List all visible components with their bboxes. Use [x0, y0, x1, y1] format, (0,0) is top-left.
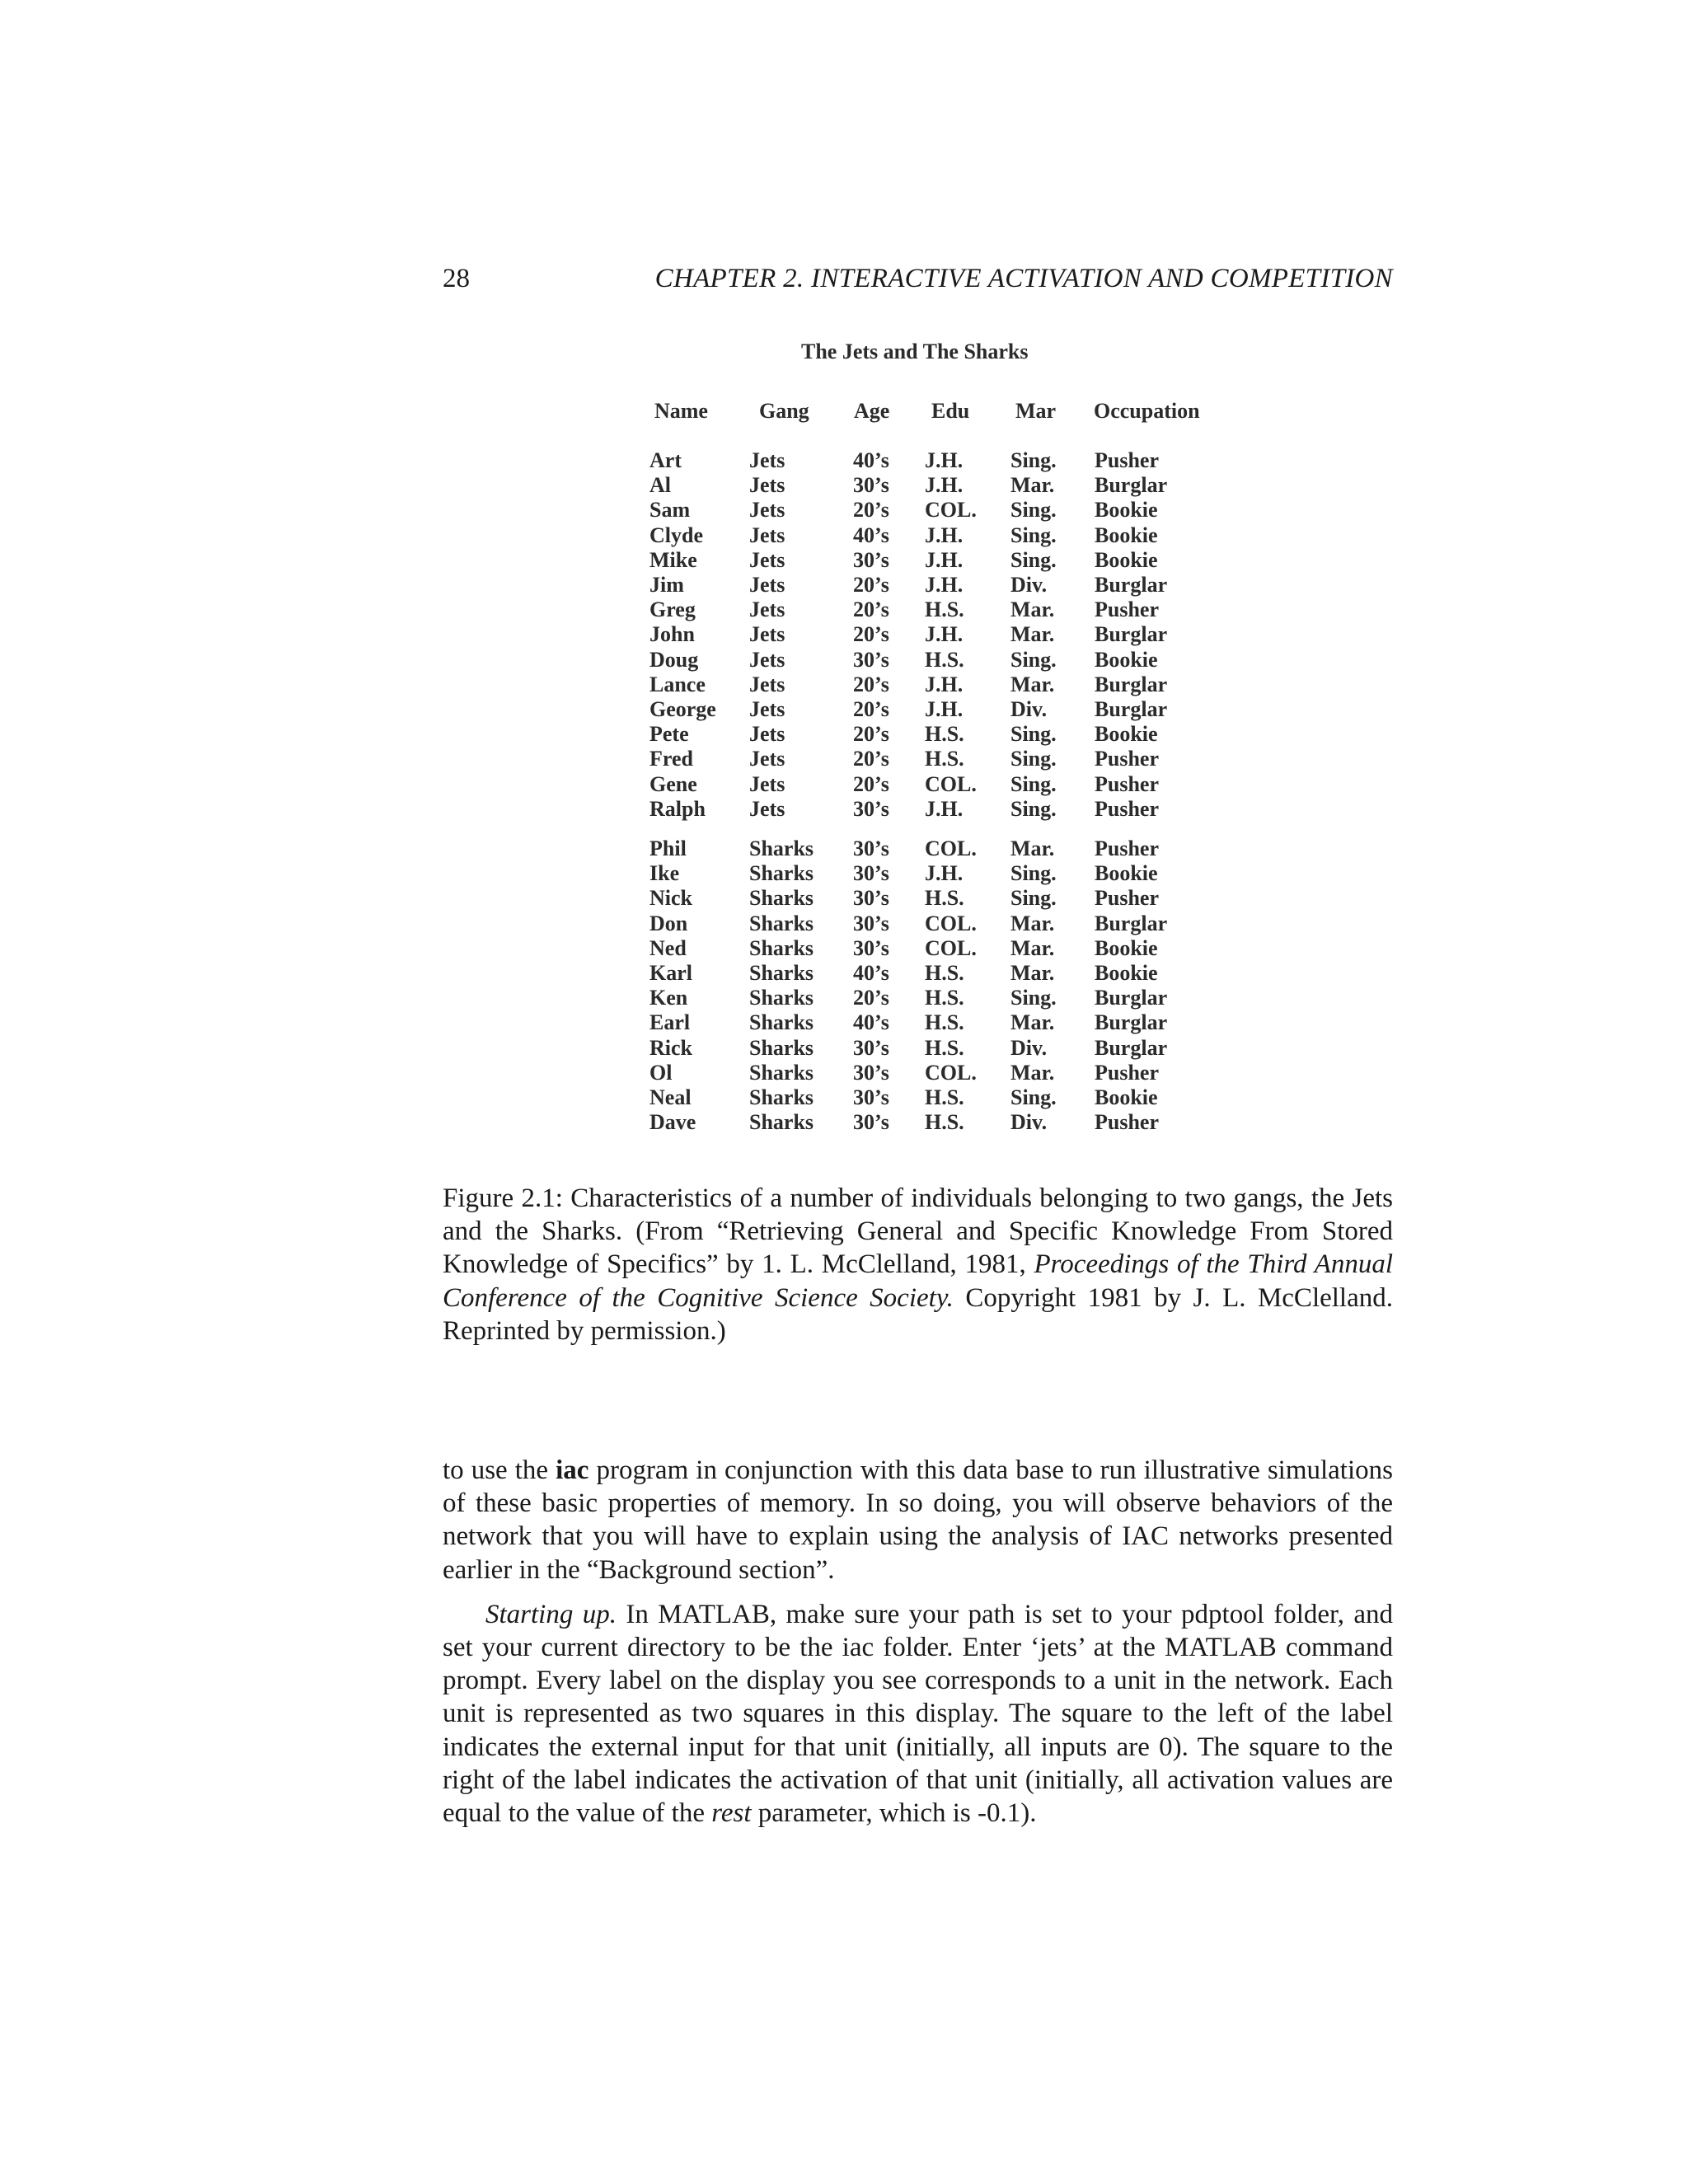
cell-gang: Jets: [749, 498, 785, 523]
cell-occupation: Pusher: [1095, 598, 1159, 622]
cell-age: 20’s: [853, 672, 889, 696]
page-header: [443, 264, 1393, 300]
table-row: [643, 1010, 1220, 1035]
rest-parameter: rest: [711, 1798, 752, 1829]
cell-gang: Jets: [749, 598, 785, 622]
cell-age: 30’s: [853, 935, 889, 960]
cell-edu: COL.: [925, 1060, 977, 1085]
cell-name: Phil: [649, 837, 687, 860]
cell-age: 30’s: [853, 1085, 889, 1109]
cell-edu: COL.: [925, 498, 977, 523]
cell-age: 20’s: [853, 771, 889, 796]
cell-name: Ken: [649, 986, 688, 1010]
cell-age: 30’s: [853, 547, 889, 572]
cell-age: 20’s: [853, 622, 889, 647]
cell-mar: Mar.: [1010, 837, 1055, 860]
cell-age: 40’s: [853, 523, 889, 547]
cell-occupation: Pusher: [1095, 1110, 1159, 1135]
cell-age: 20’s: [853, 498, 889, 523]
cell-edu: H.S.: [925, 647, 964, 672]
cell-mar: Sing.: [1010, 523, 1057, 547]
cell-occupation: Pusher: [1095, 747, 1159, 771]
cell-mar: Sing.: [1010, 861, 1057, 886]
paragraph-text: parameter, which is -0.1).: [751, 1798, 1037, 1829]
cell-mar: Sing.: [1010, 771, 1057, 796]
cell-mar: Mar.: [1010, 622, 1055, 647]
cell-name: Greg: [649, 598, 696, 622]
cell-age: 20’s: [853, 747, 889, 771]
cell-edu: J.H.: [925, 672, 964, 696]
cell-name: Neal: [649, 1085, 692, 1109]
cell-name: Pete: [649, 722, 689, 747]
cell-name: Jim: [649, 573, 684, 597]
cell-occupation: Burglar: [1095, 697, 1168, 721]
cell-age: 20’s: [853, 722, 889, 747]
table-row: [643, 498, 1220, 523]
cell-mar: Sing.: [1010, 1085, 1057, 1109]
cell-gang: Sharks: [749, 861, 814, 886]
cell-mar: Sing.: [1010, 547, 1057, 572]
cell-occupation: Pusher: [1095, 448, 1159, 472]
cell-edu: H.S.: [925, 961, 964, 985]
table-row: [643, 473, 1220, 498]
cell-edu: J.H.: [925, 448, 964, 472]
cell-gang: Sharks: [749, 1010, 814, 1035]
chapter-title: CHAPTER 2. INTERACTIVE ACTIVATION AND COMPETITION: [654, 264, 1393, 293]
cell-age: 30’s: [853, 473, 889, 498]
cell-name: Al: [649, 473, 671, 498]
cell-mar: Sing.: [1010, 886, 1057, 911]
cell-edu: J.H.: [925, 473, 964, 498]
table-row: [643, 747, 1220, 771]
cell-name: Lance: [649, 672, 706, 696]
cell-gang: Sharks: [749, 1035, 814, 1060]
cell-edu: COL.: [925, 837, 977, 860]
table-row: [643, 622, 1220, 647]
cell-age: 40’s: [853, 961, 889, 985]
cell-name: Don: [649, 911, 688, 935]
cell-name: John: [649, 622, 695, 647]
cell-mar: Mar.: [1010, 473, 1055, 498]
cell-edu: H.S.: [925, 1110, 964, 1135]
cell-name: Art: [649, 448, 682, 472]
cell-mar: Sing.: [1010, 986, 1057, 1010]
table-row: [643, 648, 1220, 673]
cell-occupation: Burglar: [1095, 573, 1168, 597]
table-row: [643, 886, 1220, 911]
cell-mar: Div.: [1010, 1110, 1048, 1135]
cell-occupation: Bookie: [1095, 961, 1158, 985]
cell-occupation: Bookie: [1095, 722, 1158, 747]
cell-gang: Jets: [749, 473, 785, 498]
cell-gang: Sharks: [749, 986, 814, 1010]
cell-occupation: Bookie: [1095, 647, 1158, 672]
cell-name: Clyde: [649, 523, 703, 547]
paragraph-starting-up: [443, 1598, 1393, 1830]
cell-edu: COL.: [925, 935, 977, 960]
cell-name: Dave: [649, 1110, 696, 1135]
table-row: [643, 961, 1220, 986]
table-row: [643, 1110, 1220, 1135]
table-row: [643, 986, 1220, 1010]
cell-edu: H.S.: [925, 747, 964, 771]
table-row: [643, 573, 1220, 598]
table-row: [643, 1036, 1220, 1061]
cell-age: 30’s: [853, 911, 889, 935]
cell-edu: H.S.: [925, 1010, 964, 1035]
column-header-mar: Mar: [1015, 399, 1057, 423]
table-row: [643, 1085, 1220, 1110]
cell-gang: Sharks: [749, 886, 814, 911]
cell-occupation: Pusher: [1095, 837, 1159, 860]
cell-mar: Div.: [1010, 697, 1048, 721]
column-header-gang: Gang: [759, 399, 809, 423]
cell-mar: Mar.: [1010, 961, 1055, 985]
table-row: [643, 673, 1220, 697]
cell-age: 30’s: [853, 837, 889, 860]
cell-gang: Sharks: [749, 961, 814, 985]
cell-age: 30’s: [853, 861, 889, 886]
cell-name: Gene: [649, 771, 697, 796]
cell-gang: Jets: [749, 573, 785, 597]
cell-mar: Div.: [1010, 573, 1048, 597]
cell-occupation: Pusher: [1095, 771, 1159, 796]
table-row: [643, 548, 1220, 573]
cell-occupation: Bookie: [1095, 861, 1158, 886]
cell-gang: Sharks: [749, 837, 814, 860]
starting-up-heading: Starting up.: [485, 1599, 617, 1629]
table-row: [643, 912, 1220, 936]
cell-edu: J.H.: [925, 547, 964, 572]
cell-edu: COL.: [925, 911, 977, 935]
cell-age: 20’s: [853, 573, 889, 597]
cell-age: 20’s: [853, 598, 889, 622]
body-text: [443, 1454, 1393, 1841]
cell-mar: Sing.: [1010, 747, 1057, 771]
cell-edu: J.H.: [925, 622, 964, 647]
cell-gang: Jets: [749, 747, 785, 771]
cell-name: Sam: [649, 498, 691, 523]
cell-name: Ned: [649, 935, 687, 960]
cell-age: 30’s: [853, 886, 889, 911]
table-row: [643, 448, 1220, 473]
cell-mar: Sing.: [1010, 796, 1057, 821]
paragraph-text: In MATLAB, make sure your path is set to your pdptool folder, and set your current directory to be the iac folder. Enter ‘jets’ at the MATLAB command prompt. Every label on the display you see corresponds to a unit in the network. Each unit is represented as two squares in this display. The square to the left of the label indicates the external input for that unit (initially, all inputs are 0). The square to the right of the label indicates the activation of that unit (initially, all activation values are equal to the value of the: [443, 1599, 1393, 1829]
cell-mar: Mar.: [1010, 1010, 1055, 1035]
cell-occupation: Bookie: [1095, 1085, 1158, 1109]
cell-name: Ike: [649, 861, 680, 886]
column-header-edu: Edu: [931, 399, 970, 423]
cell-occupation: Pusher: [1095, 1060, 1159, 1085]
cell-name: Ralph: [649, 796, 706, 821]
table-row: [643, 598, 1220, 622]
column-header-age: Age: [854, 399, 890, 423]
caption-text-end: Copyright 1981 by J. L. McClelland. Reprinted by permission.): [443, 1282, 1393, 1346]
cell-age: 30’s: [853, 1060, 889, 1085]
cell-age: 30’s: [853, 1035, 889, 1060]
cell-edu: H.S.: [925, 1035, 964, 1060]
cell-edu: J.H.: [925, 796, 964, 821]
cell-gang: Jets: [749, 448, 785, 472]
cell-occupation: Burglar: [1095, 1010, 1168, 1035]
table-row: [643, 861, 1220, 886]
cell-occupation: Pusher: [1095, 886, 1159, 911]
cell-mar: Mar.: [1010, 672, 1055, 696]
figure-caption: [443, 1182, 1393, 1347]
table-row: [643, 772, 1220, 797]
cell-occupation: Burglar: [1095, 473, 1168, 498]
cell-edu: H.S.: [925, 886, 964, 911]
cell-gang: Sharks: [749, 1110, 814, 1135]
paragraph-text: to use the: [443, 1455, 556, 1485]
cell-edu: J.H.: [925, 697, 964, 721]
cell-gang: Jets: [749, 647, 785, 672]
cell-mar: Sing.: [1010, 722, 1057, 747]
table-row: [643, 837, 1220, 861]
cell-age: 30’s: [853, 796, 889, 821]
cell-age: 20’s: [853, 697, 889, 721]
cell-name: Nick: [649, 886, 692, 911]
cell-age: 30’s: [853, 1110, 889, 1135]
caption-italic-source: Proceedings of the Third Annual Conference of the Cognitive Science Society.: [443, 1249, 1393, 1313]
cell-name: Rick: [649, 1035, 692, 1060]
cell-age: 20’s: [853, 986, 889, 1010]
cell-gang: Jets: [749, 622, 785, 647]
cell-gang: Jets: [749, 547, 785, 572]
cell-mar: Mar.: [1010, 1060, 1055, 1085]
cell-occupation: Bookie: [1095, 547, 1158, 572]
page-number: 28: [443, 264, 470, 293]
cell-occupation: Pusher: [1095, 796, 1159, 821]
cell-gang: Jets: [749, 796, 785, 821]
column-header-occupation: Occupation: [1094, 399, 1200, 423]
cell-name: Ol: [649, 1060, 673, 1085]
iac-program-name: iac: [556, 1455, 589, 1485]
cell-mar: Mar.: [1010, 911, 1055, 935]
cell-edu: J.H.: [925, 523, 964, 547]
column-header-name: Name: [654, 399, 708, 423]
cell-gang: Jets: [749, 697, 785, 721]
table-row: [643, 697, 1220, 722]
cell-gang: Sharks: [749, 935, 814, 960]
cell-occupation: Burglar: [1095, 911, 1168, 935]
cell-name: Doug: [649, 647, 699, 672]
table-row: [643, 523, 1220, 548]
cell-gang: Sharks: [749, 1060, 814, 1085]
cell-gang: Sharks: [749, 1085, 814, 1109]
cell-mar: Mar.: [1010, 935, 1055, 960]
cell-occupation: Burglar: [1095, 622, 1168, 647]
cell-age: 30’s: [853, 647, 889, 672]
cell-age: 40’s: [853, 1010, 889, 1035]
cell-gang: Jets: [749, 523, 785, 547]
cell-name: Karl: [649, 961, 692, 985]
caption-text: Figure 2.1: Characteristics of a number of individuals belonging to two gangs, the Jets and the Sharks. (From “Retrieving General and Specific Knowledge From Stored Knowledge of Specifics” by 1. L. McClelland, 1981,: [443, 1183, 1393, 1280]
cell-gang: Jets: [749, 722, 785, 747]
cell-age: 40’s: [853, 448, 889, 472]
cell-mar: Div.: [1010, 1035, 1048, 1060]
table-title: The Jets and The Sharks: [801, 340, 1029, 363]
table-row: [643, 936, 1220, 961]
cell-mar: Sing.: [1010, 448, 1057, 472]
cell-gang: Jets: [749, 771, 785, 796]
cell-occupation: Bookie: [1095, 523, 1158, 547]
cell-occupation: Burglar: [1095, 672, 1168, 696]
cell-mar: Sing.: [1010, 647, 1057, 672]
cell-edu: COL.: [925, 771, 977, 796]
cell-name: Fred: [649, 747, 693, 771]
cell-edu: J.H.: [925, 573, 964, 597]
table-row: [643, 722, 1220, 747]
cell-edu: H.S.: [925, 986, 964, 1010]
paragraph-iac-program: [443, 1454, 1393, 1586]
cell-gang: Sharks: [749, 911, 814, 935]
cell-occupation: Burglar: [1095, 1035, 1168, 1060]
cell-edu: H.S.: [925, 598, 964, 622]
cell-gang: Jets: [749, 672, 785, 696]
cell-edu: H.S.: [925, 1085, 964, 1109]
table-row: [643, 1061, 1220, 1085]
cell-name: George: [649, 697, 716, 721]
cell-edu: J.H.: [925, 861, 964, 886]
cell-occupation: Bookie: [1095, 935, 1158, 960]
table-row: [643, 797, 1220, 822]
cell-occupation: Bookie: [1095, 498, 1158, 523]
cell-occupation: Burglar: [1095, 986, 1168, 1010]
cell-edu: H.S.: [925, 722, 964, 747]
cell-mar: Sing.: [1010, 498, 1057, 523]
cell-name: Mike: [649, 547, 697, 572]
cell-name: Earl: [649, 1010, 691, 1035]
cell-mar: Mar.: [1010, 598, 1055, 622]
paragraph-text: program in conjunction with this data base to run illustrative simulations of these basic properties of memory. In so doing, you will observe behaviors of the network that you will have to explain using the analysis of IAC networks presented earlier in the “Background section”.: [443, 1455, 1393, 1585]
table-header-row: [643, 399, 1220, 427]
